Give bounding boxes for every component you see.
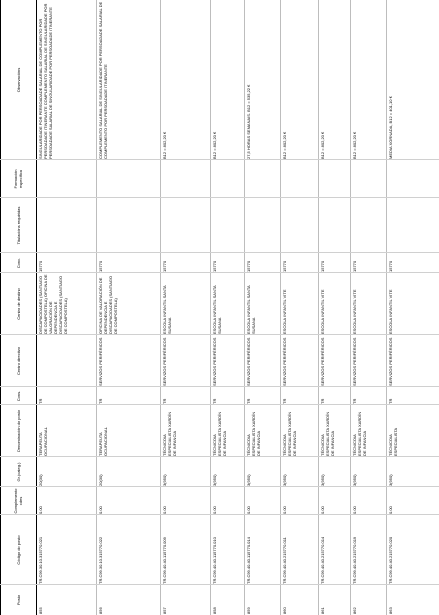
codigo-header: Código do posto [15,535,21,565]
cell-cons: TR [282,398,287,404]
cell-observacions: SINGULARIDADE POR PERSOADADE SALARIAL DE COMPLEMENTO POR PERSOADADE ITINERANTE COMPLEMENTO SALARIAL DE SINGULARIDADE POR PERSOADADE SALARIAL DE SINGULARIDADE POR PERSOADADE ITINERANTE [38,3,53,159]
cell-codigo: TR.C99.30.10.315770.022 [98,536,103,584]
cell-grupo: 3(950) [162,474,167,486]
formacion-header: Formación específica [13,169,23,189]
cell-grupo: 20(30) [38,474,43,486]
cell-complemento: 0.00 [388,506,393,514]
cell-denominacion: TÉCNICO/A ESPECIALISTA XARDÍN DE INFANCIA [352,411,367,456]
cell-titulacions [352,198,385,253]
cell-cons: TR [352,398,357,404]
cell-grupo: 3(950) [388,474,393,486]
centro-directivo-header: Centro directivo [15,347,21,376]
denominacion-header: Denominación do posto [15,409,21,453]
table-header-row [0,0,37,615]
cell-formacion [98,160,159,198]
column-divider [0,197,439,198]
cell-centro-directivo: SERVIZOS PERIFÉRICOS [162,337,167,386]
cell-grupo: 20(30) [98,474,103,486]
table-row [160,0,211,615]
cell-centro-destino: ESCOLA INFANTIL SANTA SUSANA [246,285,256,334]
cell-grupo: 3(950) [246,474,251,486]
cell-denominacion: TÉCNICO/A ESPECIALISTA [388,427,398,456]
cell-titulacions [212,198,243,253]
cell-denominacion: TÉCNICO/A ESPECIALISTA XARDÍN DE INFANCIA [162,411,177,456]
table-row [318,0,351,615]
cell-centro-directivo: SERVIZOS PERIFÉRICOS [352,337,357,386]
cell-codigo: TR.C99.40.40.115770.009 [162,537,167,584]
cell-titulacions [388,198,438,253]
cell-cons: TR [212,398,217,404]
cell-titulacions [282,198,317,253]
cell-conc: 15770 [282,260,287,272]
cell-posto: 855 [38,607,43,614]
cell-codigo: TR.C99.40.40.215770.011 [282,537,287,584]
cell-grupo: 3(950) [320,474,325,486]
cell-cons: TR [162,398,167,404]
cell-formacion [246,160,279,198]
cell-centro-directivo: SERVIZOS PERIFÉRICOS [246,337,251,386]
cell-centro-destino: ESCOLA INFANTIL VITE [388,289,393,334]
cell-titulacions [246,198,279,253]
cell-posto: 862 [352,607,357,614]
observacions-header: Observacións [15,67,21,93]
titulacions-header: Titulacións requiridas [15,206,21,245]
centro-destino-header: Centro de destino [15,288,21,320]
cell-complemento: 0.00 [98,506,103,514]
cons-header: Cons. [15,390,21,402]
column-divider [0,159,439,160]
cell-complemento: 0.00 [246,506,251,514]
cell-denominacion: TÉCNICO/A ESPECIALISTA XARDÍN DE INFANCIA [212,411,227,456]
cell-cons: TR [98,398,103,404]
cell-formacion [388,160,438,198]
cell-complemento: 0.00 [352,506,357,514]
column-divider [0,486,439,487]
cell-cons: TR [246,398,251,404]
cell-conc: 15770 [98,260,103,272]
cell-observacions: B12 = 802,20 € [352,131,357,159]
cell-codigo: TR.C99.40.40.215770.020 [388,536,393,584]
cell-centro-directivo [38,335,95,387]
cell-observacions: B12 = 802,20 € [282,131,287,159]
cell-grupo: 3(950) [282,474,287,486]
column-divider [0,252,439,253]
cell-posto: 863 [388,607,393,614]
column-divider [0,386,439,387]
cell-formacion [320,160,349,198]
cell-posto: 856 [98,607,103,614]
cell-posto: 859 [246,607,251,614]
table-row [386,0,439,615]
cell-observacions: B12 = 802,20 € [212,131,217,159]
cell-complemento: 0.00 [282,506,287,514]
cell-conc: 15770 [212,260,217,272]
cell-titulacions [38,198,95,253]
cell-codigo: TR.C99.40.40.215770.019 [352,536,357,584]
table-row [280,0,319,615]
table-row [350,0,387,615]
cell-centro-destino: OFICINA DE VALORACIÓN DE DEPENDENCIA E DISCAPACIDADES (SANTIAGO DE COMPOSTELA) [98,275,118,334]
cell-centro-destino: ESCOLA INFANTIL VITE [282,289,287,334]
cell-posto: 861 [320,607,325,614]
cell-observacions: MEDIA XORNADA, B12 = 401,10 € [388,96,393,159]
table-row [96,0,161,615]
cell-observacions: B12 = 802,20 € [320,131,325,159]
cell-formacion [352,160,385,198]
table-row [210,0,245,615]
cell-cons: TR [388,398,393,404]
cell-conc: 15770 [352,260,357,272]
cell-centro-destino: ESCOLA INFANTIL VITE [352,289,357,334]
cell-titulacions [162,198,209,253]
column-divider [0,456,439,457]
cell-conc: 15770 [320,260,325,272]
column-divider [0,584,439,585]
cell-centro-destino: ESCOLA INFANTIL VITE [320,289,325,334]
cell-centro-destino: DISCAPACIDADES (SANTIAGO DE COMPOSTELA) OFICINA DE VALORACIÓN DE DEPENDENCIA E DISCAPACIDADES (SANTIAGO DE COMPOSTELA) [38,274,68,334]
cell-grupo: 3(950) [212,474,217,486]
complemento-header: Complemento cdes [13,488,23,514]
column-divider [0,514,439,515]
cell-formacion [282,160,317,198]
cell-denominacion: TERAPEUTA OCUPACIONAL [98,427,108,456]
cell-codigo: TR.C99.40.40.115770.014 [246,537,251,584]
cell-conc: 15770 [162,260,167,272]
cell-cons: TR [38,398,43,404]
cell-conc: 15770 [246,260,251,272]
cell-titulacions [320,198,349,253]
cell-denominacion: TÉCNICO/A ESPECIALISTA XARDÍN DE INFANCIA [282,411,297,456]
cell-complemento: 0.00 [38,506,43,514]
table-row [244,0,281,615]
cell-observacions: 27,5 HORAS SEMANAIS. B12 = 535,22 € [246,84,251,159]
cell-complemento: 0.00 [162,506,167,514]
cell-cons: TR [320,398,325,404]
cell-codigo: TR.C99.30.10.315770.021 [38,536,43,584]
cell-formacion [162,160,209,198]
cell-posto: 860 [282,607,287,614]
cell-observacions: B12 = 802,20 € [162,131,167,159]
cell-denominacion: TÉCNICO/A ESPECIALISTA XARDÍN DE INFANCIA [320,411,335,456]
table-row [36,0,97,615]
column-divider [0,334,439,335]
cell-centro-destino: ESCOLA INFANTIL SANTA SUSANA [162,285,172,334]
cell-complemento: 0.00 [320,506,325,514]
cell-centro-destino: ESCOLA INFANTIL SANTA SUSANA [212,285,222,334]
column-divider [0,272,439,273]
cell-centro-directivo: SERVIZOS PERIFÉRICOS [282,337,287,386]
cell-formacion [212,160,243,198]
column-divider [0,404,439,405]
cell-formacion [38,160,95,198]
posto-header: Posto [15,594,21,606]
cell-observacions: COMPLEMENTO SALARIAL DE SINGULARIDADE POR PERSOADADE SALARIAL DE COMPLEMENTO POR PERSOADADE ITINERANTE [98,1,108,159]
cell-complemento: 0.00 [212,506,217,514]
grupo-header: Gr.(categ.) [15,462,21,482]
cell-centro-directivo: SERVIZOS PERIFÉRICOS [212,337,217,386]
cell-codigo: TR.C99.40.40.115770.010 [212,537,217,584]
cell-conc: 15770 [38,260,43,272]
cell-posto: 857 [162,607,167,614]
cell-conc: 15770 [388,260,393,272]
cell-grupo: 3(950) [352,474,357,486]
cell-centro-directivo: SERVIZOS PERIFÉRICOS [388,337,393,386]
cell-posto: 858 [212,607,217,614]
cell-centro-directivo: SERVIZOS PERIFÉRICOS [98,337,103,386]
cell-titulacions [98,198,159,253]
cell-denominacion: TÉCNICO/A ESPECIALISTA XARDÍN DE INFANCIA [246,411,261,456]
cell-denominacion: TERAPEUTA OCUPACIONAL [38,427,48,456]
cell-centro-directivo: SERVIZOS PERIFÉRICOS [320,337,325,386]
cell-codigo: TR.C99.40.40.215770.014 [320,536,325,584]
conc-header: Conc. [15,257,21,269]
